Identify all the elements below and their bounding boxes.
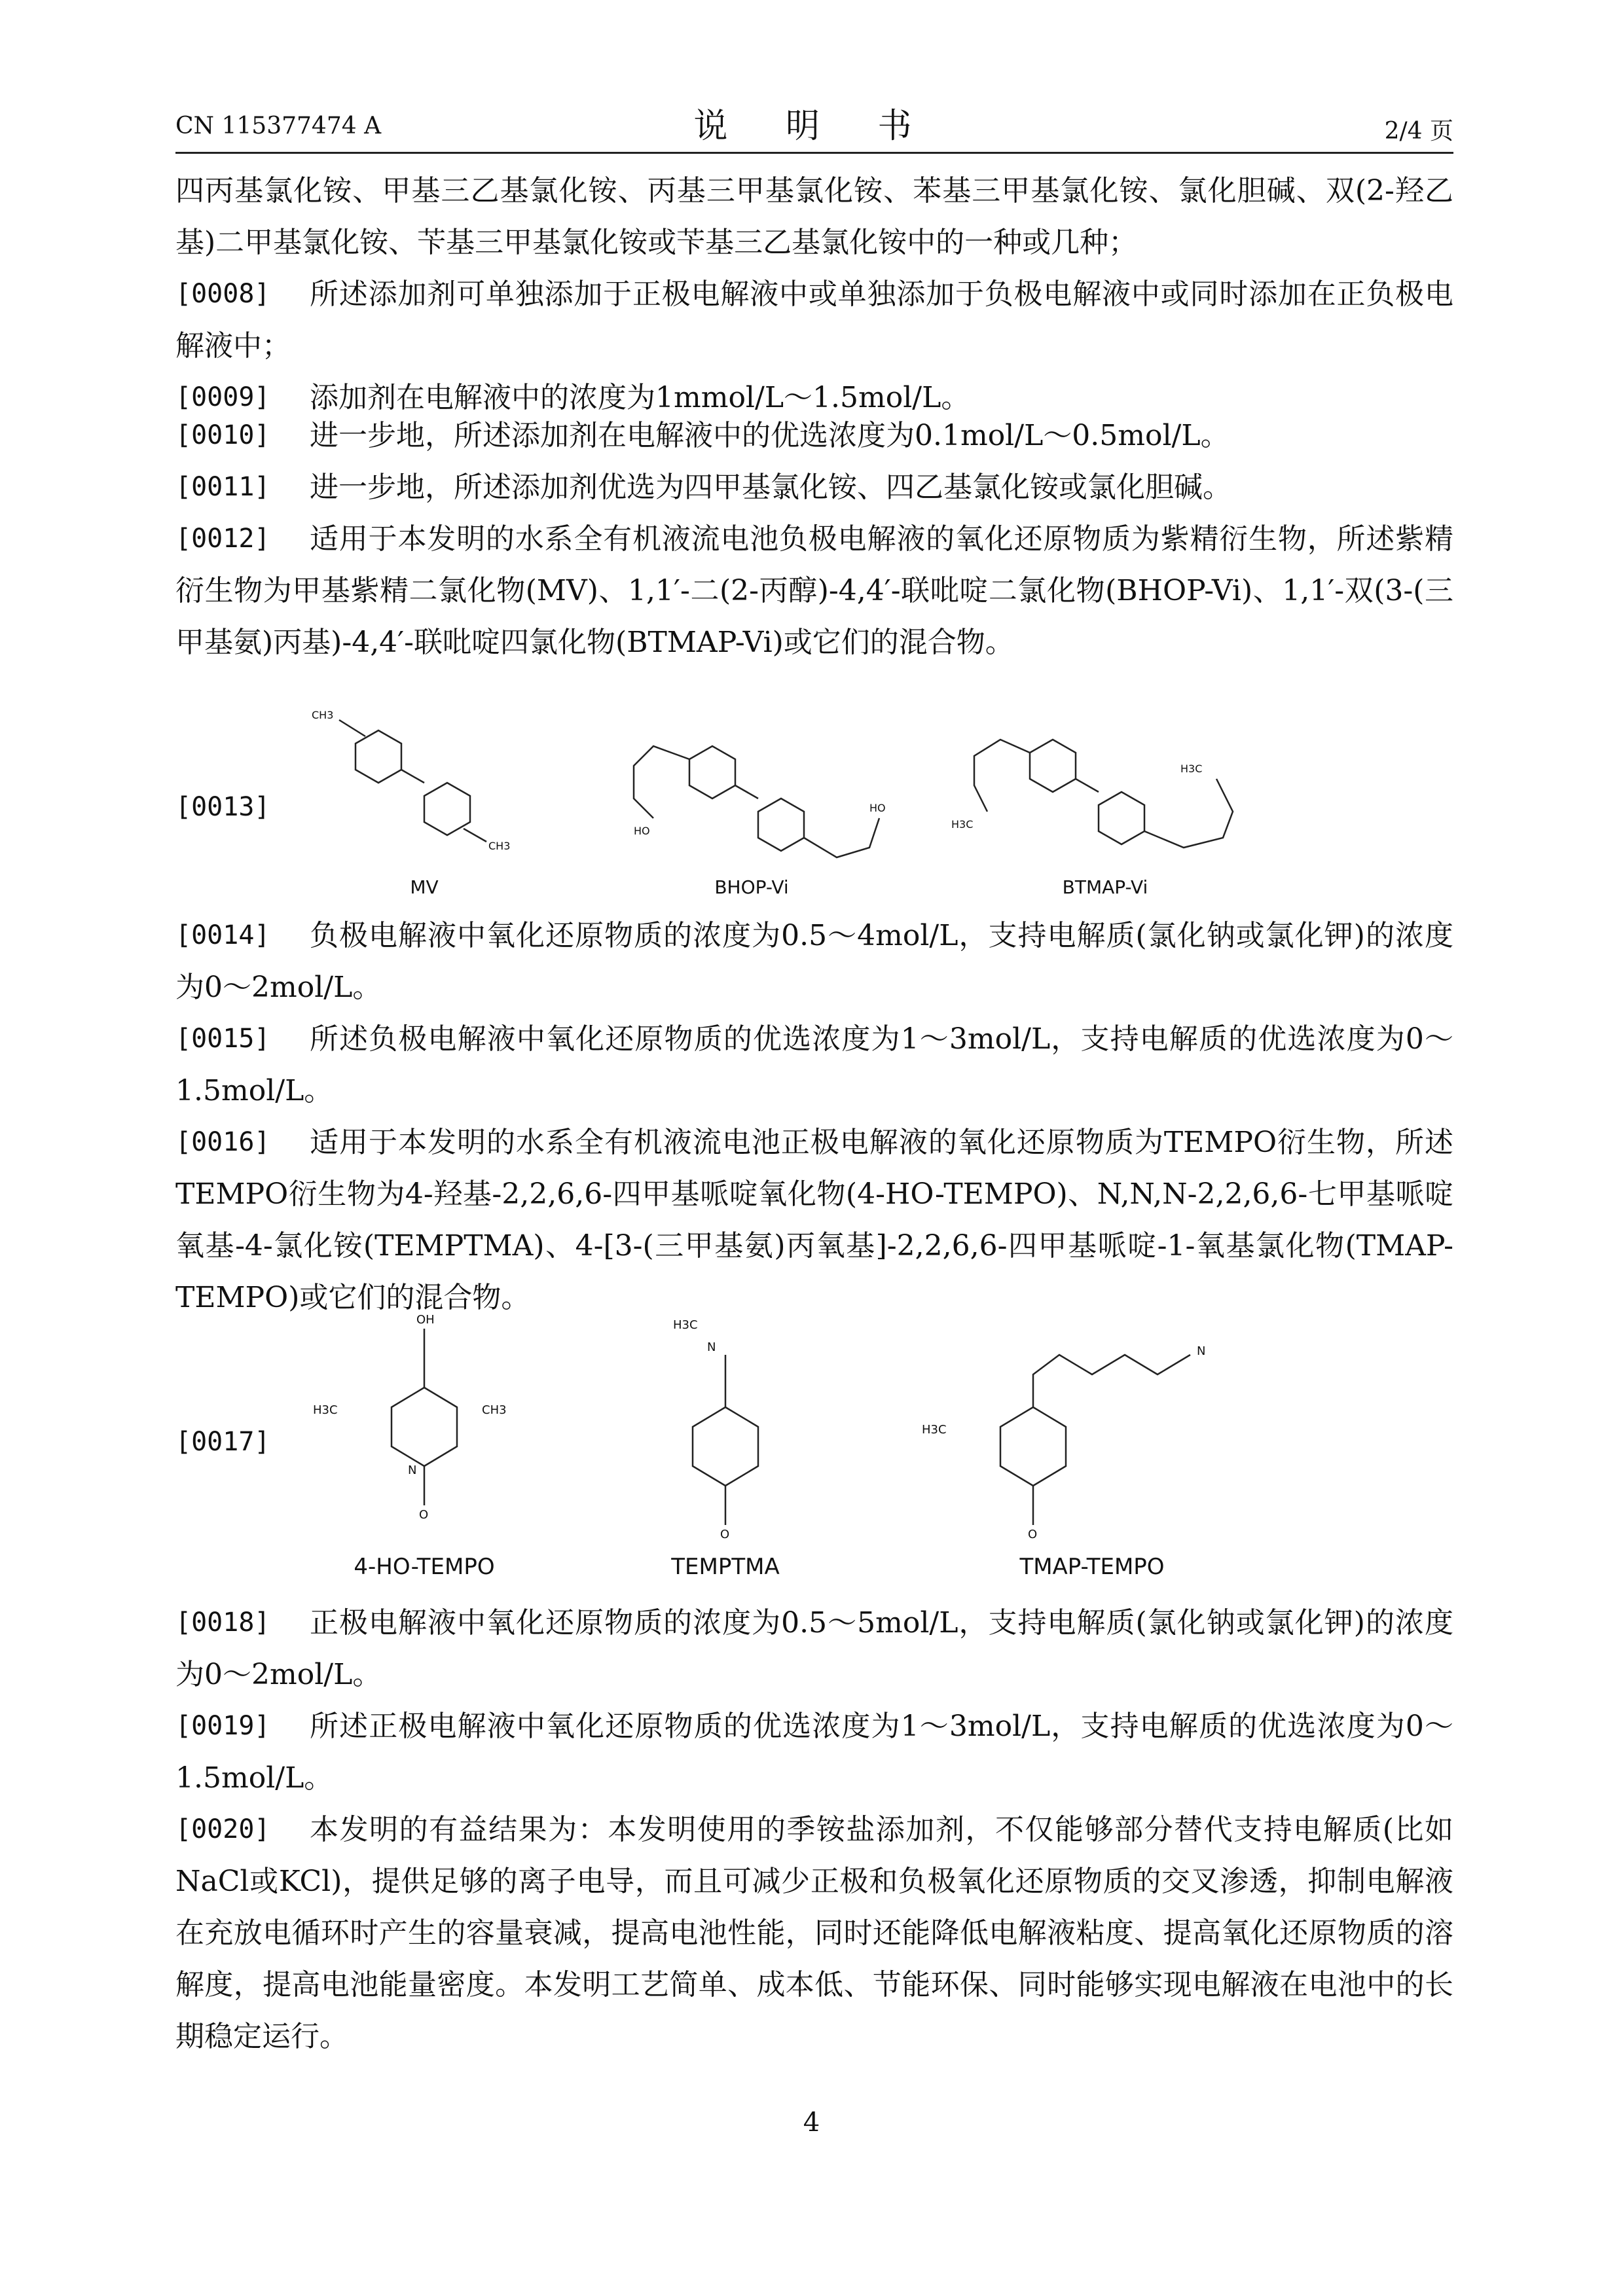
paragraph-text: 所述负极电解液中氧化还原物质的优选浓度为1～3mol/L，支持电解质的优选浓度为0～1.5mol/L。 xyxy=(175,1022,1453,1107)
atom-label: O xyxy=(1028,1528,1038,1541)
paragraph-number: [0009] xyxy=(175,382,270,412)
atom-label: OH xyxy=(416,1313,435,1327)
paragraph-text: 负极电解液中氧化还原物质的浓度为0.5～4mol/L，支持电解质(氯化钠或氯化钾)的浓度为0～2mol/L。 xyxy=(175,919,1453,1004)
paragraph-number: [0020] xyxy=(175,1814,270,1844)
paragraph-number: [0012] xyxy=(175,524,270,554)
paragraph-continuation xyxy=(175,165,1453,268)
paragraph-text: 进一步地，所述添加剂优选为四甲基氯化铵、四乙基氯化铵或氯化胆碱。 xyxy=(310,471,1231,504)
paragraph-number: [0008] xyxy=(175,279,270,309)
atom-label: H3C xyxy=(673,1318,698,1332)
compound-name-tmap-tempo: TMAP-TEMPO xyxy=(1019,1554,1165,1580)
paragraph-text: 进一步地，所述添加剂在电解液中的优选浓度为0.1mol/L～0.5mol/L。 xyxy=(310,419,1230,452)
paragraph-0020 xyxy=(175,1804,1453,2062)
paragraph-text: 本发明的有益结果为：本发明使用的季铵盐添加剂，不仅能够部分替代支持电解质(比如NaCl或KCl)，提供足够的离子电导，而且可减少正极和负极氧化还原物质的交叉渗透，抑制电解液在充放电循环时产生的容量衰减，提高电池性能，同时还能降低电解液粘度、提高氧化还原物质的溶解度，提高电池能量密度。本发明工艺简单、成本低、节能环保、同时能够实现电解液在电池中的长期稳定运行。 xyxy=(175,1813,1453,2053)
tempo-structures xyxy=(175,1309,1453,1584)
atom-label: HO xyxy=(634,825,650,837)
paragraph-0018 xyxy=(175,1597,1453,1700)
atom-label: CH3 xyxy=(482,1403,507,1417)
atom-label: CH3 xyxy=(488,840,511,852)
patent-number: CN 115377474 A xyxy=(175,113,382,139)
paragraph-text: 添加剂在电解液中的浓度为1mmol/L～1.5mol/L。 xyxy=(310,381,970,414)
header-divider xyxy=(175,152,1453,154)
paragraph-text: 所述添加剂可单独添加于正极电解液中或单独添加于负极电解液中或同时添加在正负极电解液中； xyxy=(175,278,1453,363)
figure-tempo-derivatives xyxy=(175,1309,1453,1584)
paragraph-number: [0018] xyxy=(175,1607,270,1638)
paragraph-number: [0011] xyxy=(175,472,270,502)
paragraph-0015 xyxy=(175,1013,1453,1117)
atom-label: H3C xyxy=(951,818,974,831)
page-header xyxy=(175,98,1453,151)
compound-name-bhop-vi: BHOP-Vi xyxy=(714,876,789,898)
paragraph-text: 正极电解液中氧化还原物质的浓度为0.5～5mol/L，支持电解质(氯化钠或氯化钾)的浓度为0～2mol/L。 xyxy=(175,1606,1453,1691)
paragraph-text: 四丙基氯化铵、甲基三乙基氯化铵、丙基三甲基氯化铵、苯基三甲基氯化铵、氯化胆碱、双(2-羟乙基)二甲基氯化铵、苄基三甲基氯化铵或苄基三乙基氯化铵中的一种或几种； xyxy=(175,174,1453,259)
paragraph-0019 xyxy=(175,1700,1453,1804)
paragraph-0012 xyxy=(175,513,1453,668)
page-title: 说 明 书 xyxy=(693,107,936,146)
paragraph-0016 xyxy=(175,1117,1453,1323)
atom-label: N xyxy=(1197,1344,1206,1358)
paragraph-text: 适用于本发明的水系全有机液流电池正极电解液的氧化还原物质为TEMPO衍生物，所述TEMPO衍生物为4-羟基-2,2,6,6-四甲基哌啶氧化物(4-HO-TEMPO)、N,N,N-2,2,6,6-七甲基哌啶氧基-4-氯化铵(TEMPTMA)、4-[3-(三甲基氨)丙氧基]-2,2,6,6-四甲基哌啶-1-氧基氯化物(TMAP-TEMPO)或它们的混合物。 xyxy=(175,1126,1453,1314)
paragraph-number: [0015] xyxy=(175,1024,270,1054)
atom-label: CH3 xyxy=(312,709,334,721)
paragraph-text: 所述正极电解液中氧化还原物质的优选浓度为1～3mol/L，支持电解质的优选浓度为0～1.5mol/L。 xyxy=(175,1710,1453,1795)
atom-label: H3C xyxy=(313,1403,338,1417)
atom-label: H3C xyxy=(922,1423,947,1437)
paragraph-number: [0016] xyxy=(175,1127,270,1157)
paragraph-0014 xyxy=(175,910,1453,1013)
paragraph-text: 适用于本发明的水系全有机液流电池负极电解液的氧化还原物质为紫精衍生物，所述紫精衍生物为甲基紫精二氯化物(MV)、1,1′-二(2-丙醇)-4,4′-联吡啶二氯化物(BHOP-Vi)、1,1′-双(3-(三甲基氨)丙基)-4,4′-联吡啶四氯化物(BTMAP-Vi)或它们的混合物。 xyxy=(175,522,1453,659)
paragraph-number: [0019] xyxy=(175,1711,270,1741)
figure-viologens xyxy=(175,707,1453,903)
figure-number: [0017] xyxy=(175,1427,270,1457)
atom-label: N xyxy=(408,1463,417,1477)
atom-label: N xyxy=(707,1340,716,1354)
compound-name-temptma: TEMPTMA xyxy=(671,1554,780,1580)
atom-label: HO xyxy=(869,802,886,814)
figure-number: [0013] xyxy=(175,792,270,822)
paragraph-number: [0014] xyxy=(175,920,270,950)
compound-name-4-ho-tempo: 4-HO-TEMPO xyxy=(354,1554,495,1580)
page-indicator: 2/4 页 xyxy=(1384,118,1453,145)
atom-label: O xyxy=(720,1528,730,1541)
atom-label: H3C xyxy=(1180,762,1203,775)
compound-name-mv: MV xyxy=(410,876,439,898)
page-number: 4 xyxy=(803,2108,820,2138)
atom-label: O xyxy=(419,1508,429,1522)
paragraph-0010 xyxy=(175,410,1453,461)
paragraph-0011 xyxy=(175,461,1453,513)
compound-name-btmap-vi: BTMAP-Vi xyxy=(1062,876,1148,898)
paragraph-0008 xyxy=(175,268,1453,372)
viologen-structures xyxy=(175,707,1453,903)
paragraph-number: [0010] xyxy=(175,420,270,450)
